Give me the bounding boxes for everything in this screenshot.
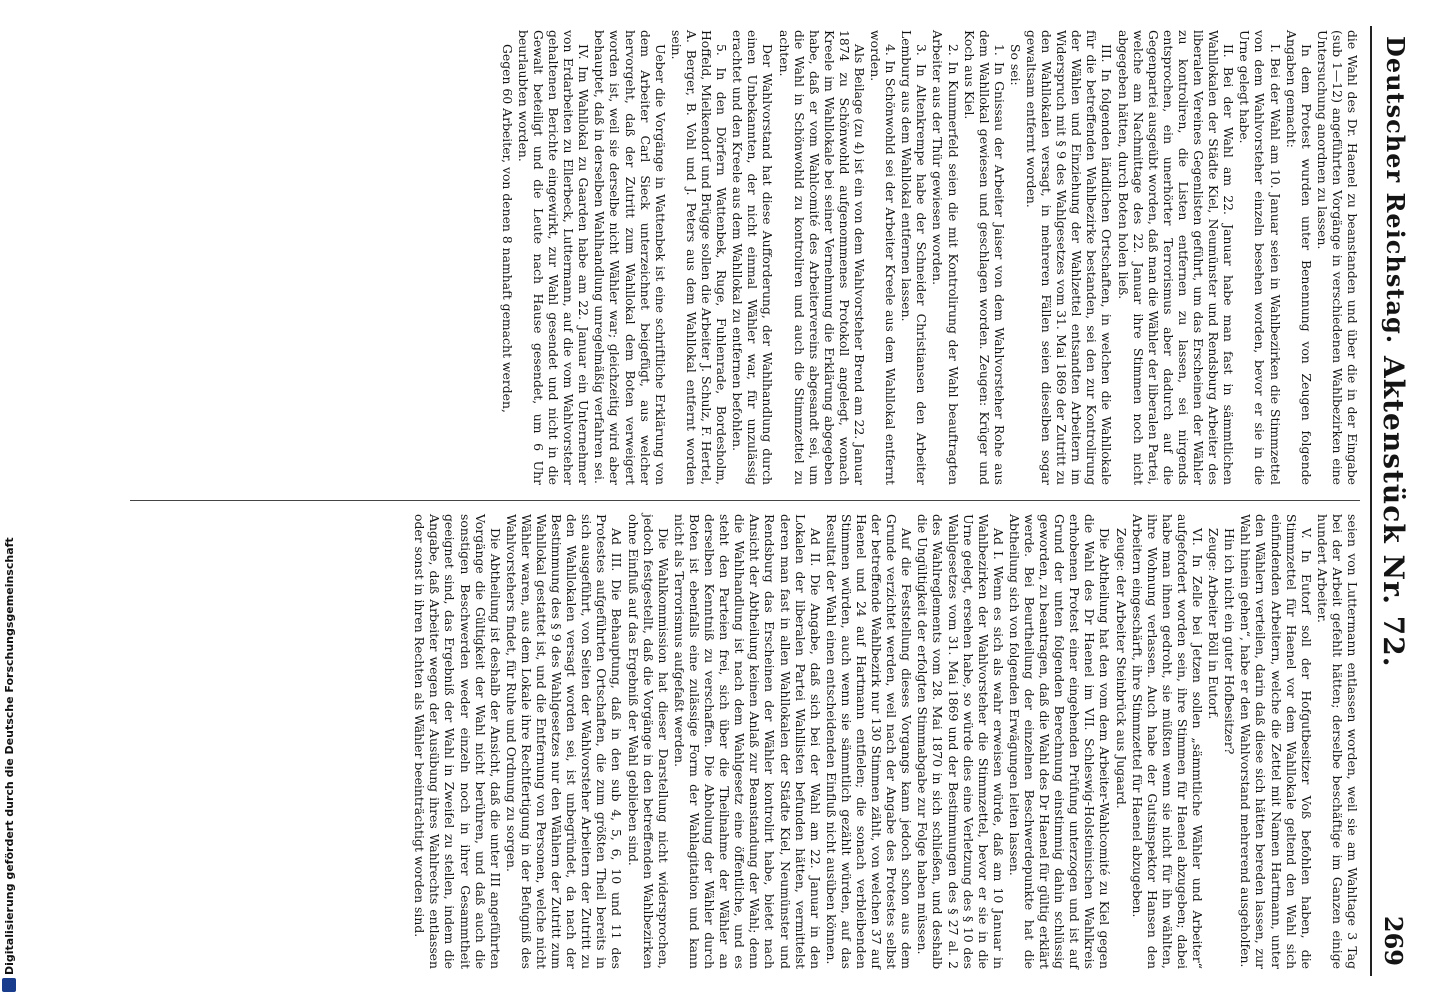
header-rule (1370, 26, 1372, 976)
page-number: 269 (1379, 915, 1408, 966)
paragraph: V. In Eutorf soll der Hofgutbesitzer Voß befohlen haben, die Stimmzettel für Haenel vor dem Wahllokale geltend den Wahl sich einfindenden Arbeitern, welche die Zettel mit Namen Hartmann, unter den Wählern verteilen, darin daß diese sich hätten bereden lassen, zur Wahl hinein gehen“, habe er den Wahlvorstand mehrerend ausgeholfen. (1238, 514, 1314, 969)
paragraph: 1. In Gnissau der Arbeiter Jaiser von dem Wahlvorsteher Rohe aus dem Wahllokal gewiesen und geschlagen worden. Zeugen: Krüger und Koch aus Kiel. (961, 30, 1007, 485)
paragraph: 5. In den Dörfern Wattenbek, Ruge, Fuhlenrade, Bordesholm, Hoffeld, Mielkendorf und Brügge sollen die Arbeiter J. Schulz, F. Hertel, A. Berger, B. Vohl und J. Peters aus dem Wahllokal entfernt worden sein. (668, 30, 730, 485)
paragraph: Die Abtheilung hat den vom dem Arbeiter-Wahlcomité zu Kiel gegen die Wahl des Dr Haenel im VII. Schleswig-Holsteinischen Wahlkreis erhobenen Protest einer eingehenden Prüfung unterzogen und ist auf Grund der unten folgenden Berechnung einstimmig dahin schlüssig geworden, zu beantragen, daß die Wahl des Dr Haenel für gültig erklärt werde. Bei Beurtheilung der einzelnen Beschwerdepunkte hat die Abtheilung sich von folgenden Erwägungen leiten lassen. (1006, 514, 1113, 969)
paragraph: VI. In Zelle bei Jetzen sollen „sämmtliche Wähler und Arbeiter“ aufgefordert worden sein, ihre Stimmen für Haenel abzugeben; dabei habe man ihnen gedroht, sie müßten wenn sie nicht für ihn wählten, ihre Wohnung verlassen. Auch habe der Gutsinspektor Hansen den Arbeitern eingeschärft, ihre Stimmzettel für Haenel abzugeben. (1129, 514, 1206, 969)
digitization-credit-text: Digitalisierung gefördert durch die Deutsche Forschungsgemeinschaft (3, 537, 16, 975)
paragraph: Zeuge: Arbeiter Böll in Eutorf. (1206, 528, 1222, 720)
paragraph: Zeuge: der Arbeiter Steinbrück aus Jugaard. (1113, 528, 1129, 809)
newspaper-page (16, 26, 1416, 976)
paragraph: Auf die Feststellung dieses Vorgangs kann jedoch schon aus dem Grunde verzichtet werden, weil nach der Angabe des Protestes selbst der betreffende Wahlbezirk nur 130 Stimmen zählt, von welchen 37 auf Haenel und 24 auf Hartmann entfielen; die sonach verbleibenden Stimmen würden, auch wenn sie sämmtlich gezählt würden, auf das Resultat der Wahl einen entscheidenden Einfluß nicht ausüben können. (823, 514, 915, 969)
paragraph: Ad II. Die Angabe, daß sich bei der Wahl am 22. Januar in den Lokalen der liberalen Partei Wahllisten befunden hätten, vermittelst deren man fast in allen Wahllokalen der Städte Kiel, Neumünster und Rendsburg das Erscheinen der Wähler kontrolirt habe, bietet nach Ansicht der Abtheilung keinen Anlaß zur Beanstandung der Wahl; denn die Wahlhandlung ist nach dem Wahlgesetz eine öffentliche, und es steht den Parteien frei, sich über die Theilnahme der Wähler an derselben Kenntniß zu verschaffen. Die Abholung der Wähler durch Boten ist ebenfalls eine zulässige Form der Wahlagitation und kann nicht als Terrorismus aufgefaßt werden. (671, 514, 823, 969)
right-column (411, 514, 1360, 969)
paragraph: Ad I. Wenn es sich als wahr erweisen würde, daß am 10 Januar in Wahlbezirken der Wahlvorsteher die Stimmzettel, bevor er sie in die Urne gelegt, ersehen habe, so würde dies eine Verletzung des § 10 des Wahlgesetzes vom 31. Mai 1869 und der Bestimmungen des § 27 al. 2 des Wahlreglements vom 28. Mai 1870 in sich schließen, und deshalb die Ungültigkeit der erfolgten Stimmabgabe zur Folge haben müssen. (915, 514, 1006, 969)
column-divider (130, 500, 1360, 501)
paragraph: So sei: (1007, 44, 1023, 86)
paragraph: Die Wahlkommission hat dieser Darstellung nicht widersprochen, jedoch festgestellt, daß die Vorgänge in den betreffenden Wahlbezirken ohne Einfluß auf das Ergebniß der Wahl geblieben sind. (625, 514, 671, 969)
paragraph: seien von Luttermann entlassen worden, weil sie am Wahltage 3 Tag bei der Arbeit gefehlt hätten; derselbe beschäftige im Ganzen einige hundert Arbeiter. (1314, 514, 1360, 969)
paragraph: 3. In Altenkrempe habe der Schneider Christiansen den Arbeiter Lemburg aus dem Wahllokal entfernen lassen. (899, 30, 930, 485)
paragraph: III. In folgenden ländlichen Ortschaften, in welchen die Wahllokale für die betreffenden Wahlbezirke bestanden, sei den zur Kontrolirung der Wählen und Einziehung der Wahlzettel entsandten Arbeitern im Widerspruch mit § 9 des Wahlgesetzes vom 31. Mai 1869 der Zutritt zu den Wahllokalen versagt, in mehreren Fällen seien dieselben sogar gewaltsam entfernt worden. (1024, 30, 1115, 485)
paragraph: II. Bei der Wahl am 22. Januar habe man fast in sämmtlichen Wahllokalen der Städte Kiel, Neumünster und Rendsburg Arbeiter des liberalen Vereines Gegenlisten geführt, um das Erscheinen der Wähler zu kontroliren, die Listen entfernen zu lassen, sei nirgends entsprochen, ein unerhörter Terrorismus aber dadurch auf die Gegenpartei ausgeübt worden, daß man die Wähler der liberalen Partei, welche am Nachmittage des 22. Januar ihre Stimmen noch nicht abgegeben hätten, durch Boten holen ließ. (1115, 30, 1237, 485)
paragraph: 2. In Kummerfeld seien die mit Kontrolirung der Wahl beauftragten Arbeiter aus der Thür gewiesen worden. (930, 30, 961, 485)
paragraph: Ad III. Die Behauptung, daß in den sub 4, 5, 6, 10 und 11 des Protestes aufgeführten Ortschaften, die zum größten Theil bereits in sich ausgeführt, von Seiten der Wahlvorsteher Arbeitern der Zutritt zu den Wahllokalen versagt worden sei, ist unbegründet, da nach der Bestimmung des § 9 des Wahlgesetzes nur den Wählern der Zutritt zum Wahllokal gestattet ist, und die Entfernung von Personen, welche nicht Wähler waren, aus dem Lokale ihre Rechtfertigung in der Befugniß des Wahlvorstehers findet, für Ruhe und Ordnung zu sorgen. (503, 514, 625, 969)
paragraph: IV. Im Wahllokal zu Gaarden habe am 22. Januar ein Unternehmer von Erdarbeiten zu Ellerbeck, Luttermann, auf die vom Wahlvorsteher gehaltenen Berichte eingewirkt, zur Wahl gesendet und nicht in die Gewalt beteiligt und die Leute nach Hause gesendet, um 6 Uhr beurlaubten worden. (515, 30, 592, 485)
paragraph: Der Wahlvorstand hat diese Aufforderung, der Wahlhandlung durch einen Unbekannten, der nicht einmal Wähler war, für unzulässig erachtet und den Kreele aus dem Wahllokal zu entfernen befohlen. (730, 30, 776, 485)
paragraph: Gegen 60 Arbeiter, von denen 8 namhaft gemacht werden, (499, 44, 515, 413)
paragraph: 4. In Schönwohld sei der Arbeiter Kreele aus dem Wahllokal entfernt worden. (868, 30, 899, 485)
paragraph: I. Bei der Wahl am 10. Januar seien in Wahlbezirken die Stimmzettel von dem Wahlvorsteher einzeln besehen worden, bevor er sie in die Urne gelegt habe. (1237, 30, 1283, 485)
paragraph: In dem Protest wurden unter Benennung von Zeugen folgende Angaben gemacht: (1283, 30, 1314, 485)
publication-title: Deutscher Reichstag. (1381, 36, 1410, 345)
paragraph: Ueber die Vorgänge in Wattenbek ist eine schriftliche Erklärung von dem Arbeiter Carl Sieck unterzeichnet beigefügt, aus welcher hervorgeht, daß der Zutritt zum Wahllokal dem Boten verweigert worden ist, weil sie derselbe nicht Wähler war; gleichzeitig wird aber behauptet, daß in derselben Wahlhandlung unregelmäßig verfahren sei. (592, 30, 668, 485)
left-column (499, 30, 1360, 485)
paragraph: Als Beilage (zu 4) ist ein von dem Wahlvorsteher Brend am 22. Januar 1874 zu Schönwohld aufgenommenes Protokoll angelegt, wonach Kreele im Wahllokale bei seiner Vernehmung die Erklärung abgegeben habe, daß er vom Wahlcomité des Arbeitervereins abgesandt sei, um die Wahl in Schönwohld zu kontroliren und auch die Stimmzettel zu achten. (776, 30, 867, 485)
paragraph: Die Abtheilung ist deshalb der Ansicht, daß die unter III angeführten Vorgänge die Gültigkeit der Wahl nicht berühren, und daß auch die sonstigen Beschwerden weder einzeln noch in ihrer Gesammtheit geeignet sind, das Ergebniß der Wahl in Zweifel zu stellen, indem die Angabe, daß Arbeiter wegen der Ausübung ihres Wahlrechts entlassen oder sonst in ihren Rechten als Wähler beeinträchtigt worden sind. (412, 514, 503, 969)
paragraph: die Wahl des Dr. Haenel zu beanstanden und über die in der Eingabe (sub 1—12) angeführten Vorgänge in verschiedenen Wahlbezirken eine Untersuchung anordnen zu lassen. (1314, 30, 1360, 485)
paragraph: Hin ich nicht ein guter Hofbesitzer? (1222, 528, 1238, 755)
document-number: Aktenstück Nr. 72. (1377, 356, 1410, 668)
